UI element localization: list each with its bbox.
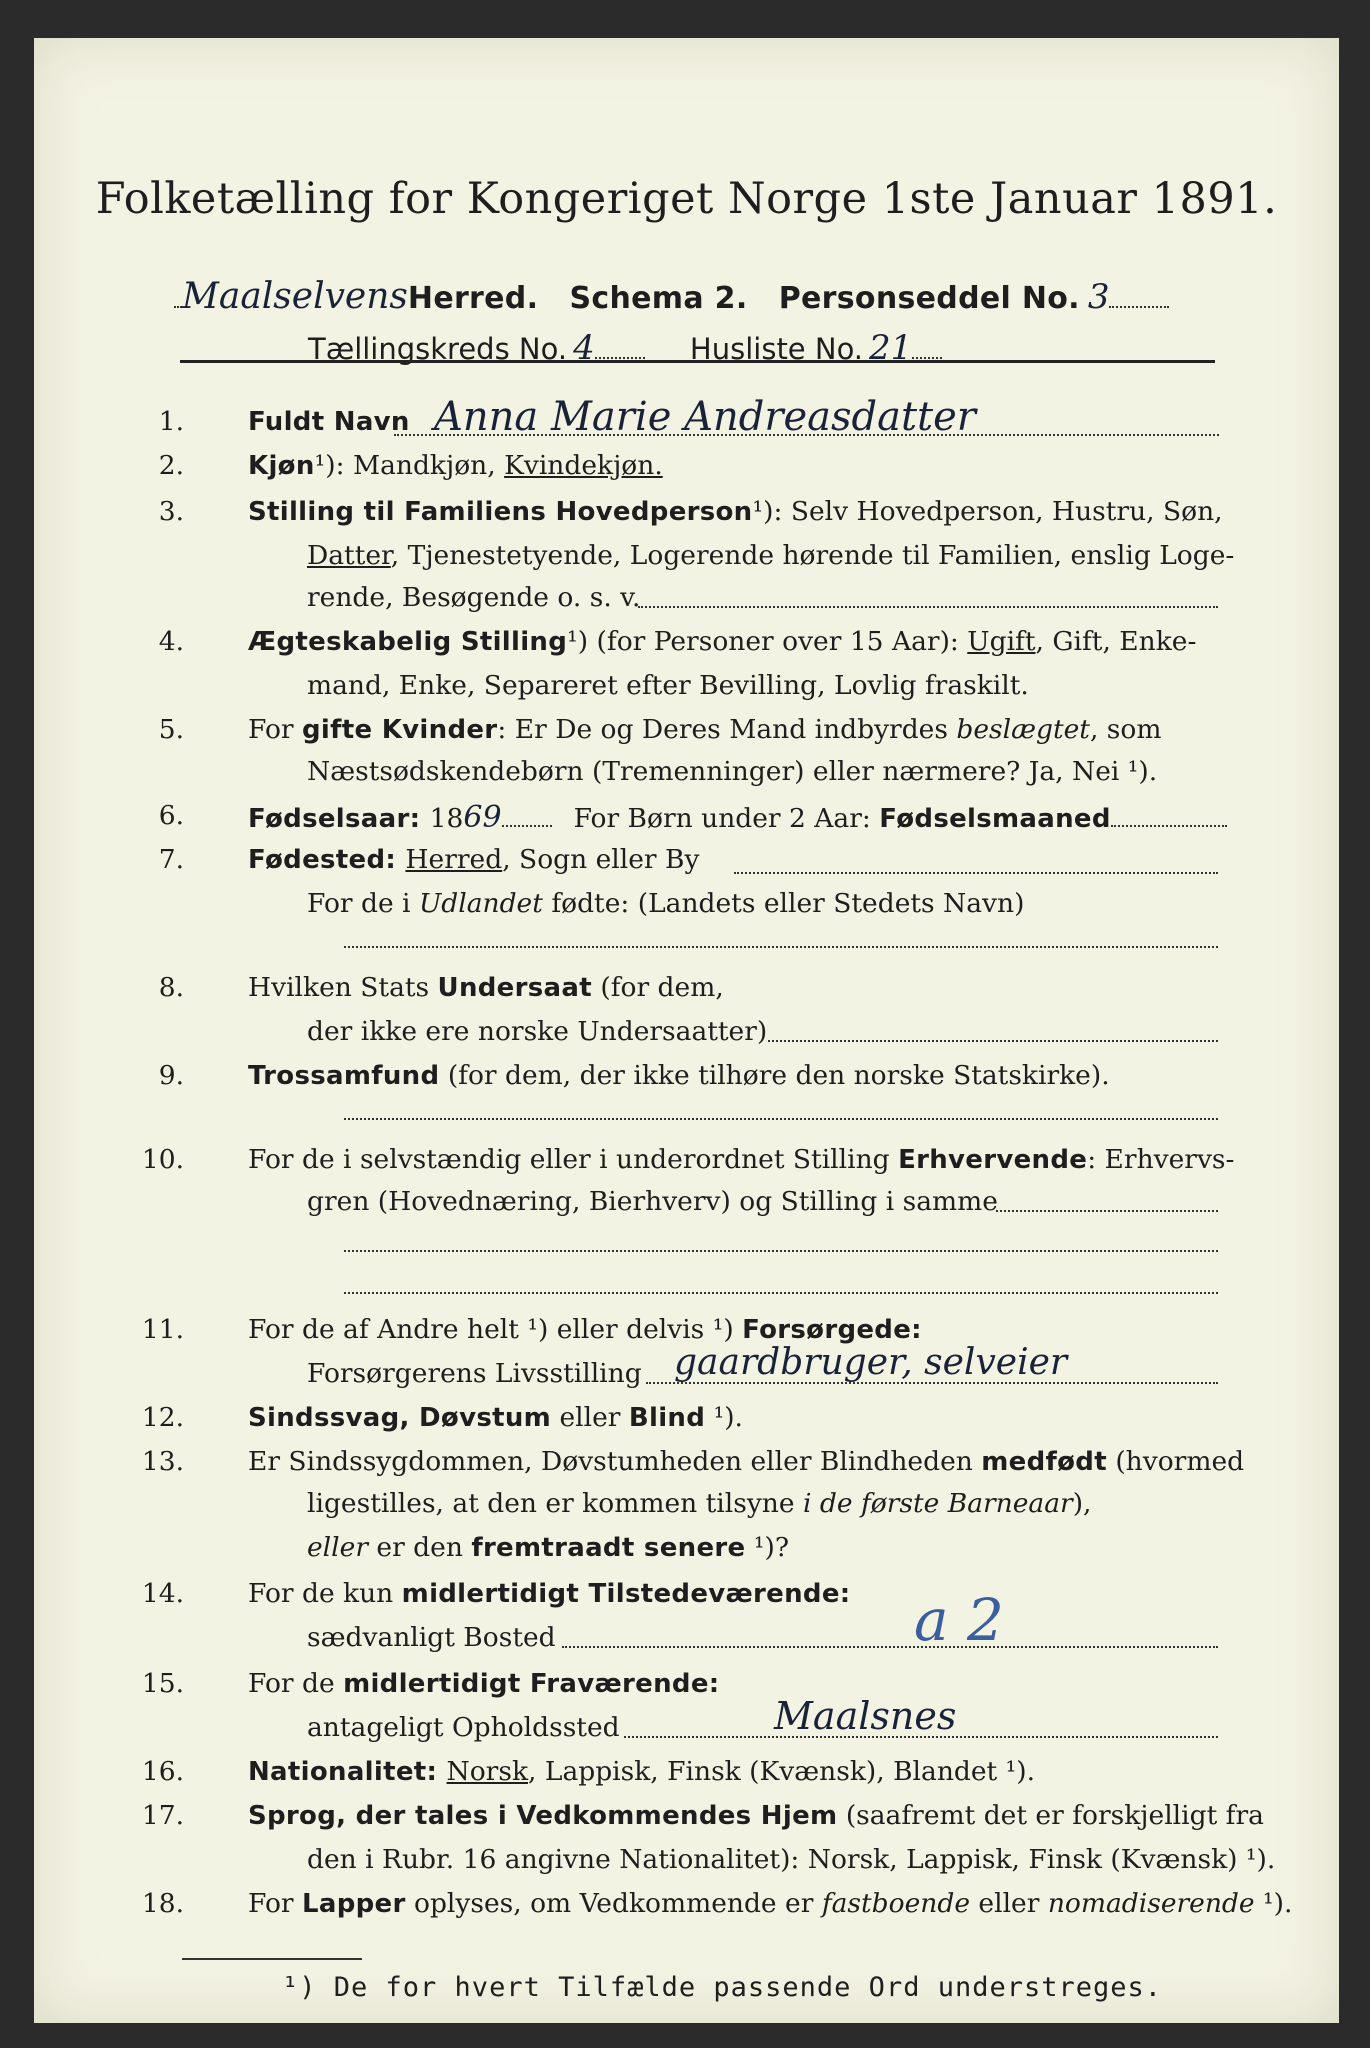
item-text: Næstsødskendebørn (Tremenninger) eller nærmere? Ja, Nei ¹).: [307, 756, 1158, 787]
kreds-value: 4: [573, 328, 595, 368]
item-text: eller: [970, 1888, 1048, 1919]
dotted-fill: [344, 1118, 1218, 1120]
item-label: midlertidigt Tilstedeværende:: [401, 1579, 851, 1609]
item-text: For de: [248, 1668, 344, 1699]
item-label: Fødested:: [248, 845, 406, 875]
residence-handwriting: Maalsnes: [774, 1694, 957, 1738]
item-label: Sprog, der tales i Vedkommendes Hjem: [248, 1801, 838, 1831]
item-number: 6.: [158, 800, 184, 831]
item-italic: i de første Barneaar: [802, 1488, 1073, 1519]
item-label: Sindssvag, Døvstum: [248, 1403, 552, 1433]
header-divider: [180, 360, 1215, 363]
item-label: Fødselsaar:: [248, 804, 430, 834]
herred-value: Maalselvens: [182, 276, 408, 317]
dotted-fill: [562, 1646, 1218, 1648]
item-text: For Børn under 2 Aar:: [573, 803, 880, 834]
footnote-divider: [182, 1958, 362, 1960]
underlined-choice: Herred: [405, 844, 503, 875]
footnote: ¹) De for hvert Tilfælde passende Ord understreges.: [282, 1972, 1163, 2003]
item-14: [248, 1578, 850, 1609]
item-5-line2: [307, 756, 1157, 787]
item-7: [248, 844, 699, 875]
item-4-line2: [307, 670, 1029, 701]
item-number: 11.: [141, 1314, 184, 1345]
item-text: mand, Enke, Separeret efter Bevilling, Lovlig fraskilt.: [307, 670, 1029, 701]
item-label: Nationalitet:: [248, 1757, 447, 1787]
herred-line: [174, 276, 1169, 317]
item-label: Forsørgede:: [742, 1315, 922, 1345]
item-8-line2: [307, 1016, 767, 1047]
item-text: For: [248, 714, 302, 745]
item-italic: fastboende: [821, 1888, 970, 1919]
item-12: [248, 1402, 743, 1433]
item-13: [248, 1446, 1244, 1477]
item-number: 8.: [158, 972, 184, 1003]
item-text: ligestilles, at den er kommen tilsyne: [307, 1488, 803, 1519]
item-text: Er Sindssygdommen, Døvstumheden eller Blindheden: [248, 1446, 982, 1477]
item-text: gren (Hovednæring, Bierhverv) og Stilling i samme: [307, 1186, 998, 1217]
item-text: der ikke ere norske Undersaatter): [307, 1016, 768, 1047]
item-text: rende, Besøgende o. s. v.: [307, 582, 641, 613]
item-text: For: [248, 1888, 302, 1919]
item-label: Undersaat: [437, 973, 592, 1003]
item-number: 15.: [141, 1668, 184, 1699]
dotted-fill: [996, 1210, 1218, 1212]
item-number: 18.: [141, 1888, 184, 1919]
item-text: (for dem,: [591, 972, 724, 1003]
census-form-sheet: [34, 38, 1339, 2023]
item-17: [248, 1800, 1264, 1831]
item-text: 18: [429, 803, 464, 834]
dotted-fill: [344, 1250, 1218, 1252]
item-text: (for dem, der ikke tilhøre den norske Statskirke).: [439, 1060, 1110, 1091]
item-text: oplyses, om Vedkommende er: [405, 1888, 822, 1919]
item-number: 17.: [141, 1800, 184, 1831]
item-text: sædvanligt Bosted: [307, 1622, 556, 1653]
item-number: 10.: [141, 1144, 184, 1175]
item-text: ),: [1072, 1488, 1092, 1519]
item-label: Erhvervende: [898, 1145, 1088, 1175]
item-13-line3: [307, 1532, 789, 1563]
herred-label: Herred.: [407, 281, 539, 316]
item-label: Trossamfund: [248, 1061, 440, 1091]
item-13-line2: [307, 1488, 1091, 1519]
item-text: ¹).: [1254, 1888, 1293, 1919]
item-10: [248, 1144, 1234, 1175]
item-number: 5.: [158, 714, 184, 745]
item-text: For de i selvstændig eller i underordnet Stilling: [248, 1144, 899, 1175]
underlined-choice: Ugift: [967, 626, 1036, 657]
form-title: Folketælling for Kongeriget Norge 1ste Januar 1891.: [95, 174, 1278, 224]
item-italic: beslægtet: [956, 714, 1090, 745]
birthyear-handwriting: 69: [463, 800, 502, 835]
item-16: [248, 1756, 1035, 1787]
item-text: For de kun: [248, 1578, 402, 1609]
item-text: : Erhvervs-: [1087, 1144, 1235, 1175]
personseddel-label: Personseddel No.: [778, 281, 1080, 316]
underlined-choice: Datter: [307, 540, 391, 571]
item-text: antageligt Opholdssted: [307, 1712, 620, 1743]
item-text: , Sogn eller By: [502, 844, 700, 875]
item-label: Kjøn: [248, 451, 315, 481]
dotted-fill: [344, 946, 1218, 948]
item-text: er den: [367, 1532, 472, 1563]
item-text: : Er De og Deres Mand indbyrdes: [497, 714, 957, 745]
item-number: 14.: [141, 1578, 184, 1609]
item-11-line2: [307, 1358, 642, 1389]
item-number: 16.: [141, 1756, 184, 1787]
item-number: 7.: [158, 844, 184, 875]
item-text: Forsørgerens Livsstilling: [307, 1358, 642, 1389]
item-8: [248, 972, 724, 1003]
item-label: Ægteskabelig Stilling: [248, 627, 568, 657]
item-number: 2.: [158, 450, 184, 481]
item-3-line2: [307, 540, 1234, 571]
item-text: For de af Andre helt ¹) eller delvis ¹): [248, 1314, 743, 1345]
item-number: 12.: [141, 1402, 184, 1433]
item-label: Fødselsmaaned: [879, 804, 1111, 834]
item-text: , Lappisk, Finsk (Kvænsk), Blandet ¹).: [528, 1756, 1036, 1787]
item-text: Hvilken Stats: [248, 972, 438, 1003]
item-2: [248, 450, 663, 481]
item-15: [248, 1668, 719, 1699]
item-text: ¹): Mandkjøn,: [314, 450, 505, 481]
underlined-choice: Kvindekjøn.: [504, 450, 663, 481]
item-4: [248, 626, 1196, 657]
item-14-line2: [307, 1622, 556, 1653]
item-11: [248, 1314, 922, 1345]
item-italic: Udlandet: [418, 888, 543, 919]
item-label: Stilling til Familiens Hovedperson: [248, 497, 753, 527]
item-label: Fuldt Navn: [248, 407, 410, 437]
item-label: midlertidigt Fraværende:: [343, 1669, 720, 1699]
item-text: ¹) (for Personer over 15 Aar):: [567, 626, 968, 657]
name-handwriting: Anna Marie Andreasdatter: [434, 394, 976, 440]
item-number: 3.: [158, 496, 184, 527]
item-label: Blind: [628, 1403, 706, 1433]
item-text: ¹).: [705, 1402, 743, 1433]
item-text: , som: [1089, 714, 1162, 745]
item-label: Lapper: [301, 1889, 406, 1919]
dotted-fill: [638, 606, 1218, 608]
item-number: 13.: [141, 1446, 184, 1477]
item-label: gifte Kvinder: [301, 715, 498, 745]
underlined-choice: Norsk: [446, 1756, 528, 1787]
item-text: (hvormed: [1106, 1446, 1245, 1477]
item-18: [248, 1888, 1292, 1919]
item-3-line3: [307, 582, 640, 613]
item-6: [248, 800, 1227, 835]
item-9: [248, 1060, 1110, 1091]
provider-occupation-handwriting: gaardbruger, selveier: [674, 1342, 1068, 1383]
item-label: medfødt: [981, 1447, 1107, 1477]
item-text: ¹)?: [745, 1532, 790, 1563]
item-text: den i Rubr. 16 angivne Nationalitet): Norsk, Lappisk, Finsk (Kvænsk) ¹).: [307, 1844, 1276, 1875]
item-text: , Tjenestetyende, Logerende hørende til Familien, enslig Loge-: [390, 540, 1235, 571]
item-number: 9.: [158, 1060, 184, 1091]
husliste-value: 21: [869, 328, 913, 368]
item-17-line2: [307, 1844, 1275, 1875]
item-italic: eller: [307, 1532, 368, 1563]
item-text: eller: [551, 1402, 629, 1433]
item-10-line2: [307, 1186, 998, 1217]
item-number: 1.: [158, 406, 184, 437]
husliste-label: Husliste No.: [689, 332, 864, 366]
personseddel-value: 3: [1087, 277, 1110, 317]
item-text: fødte: (Landets eller Stedets Navn): [542, 888, 1025, 919]
item-5: [248, 714, 1161, 745]
item-3: [248, 496, 1223, 527]
item-7-line2: [307, 888, 1024, 919]
dotted-fill: [344, 1292, 1218, 1294]
dotted-fill: [768, 1040, 1218, 1042]
item-number: 4.: [158, 626, 184, 657]
item-text: , Gift, Enke-: [1035, 626, 1197, 657]
kreds-label: Tællingskreds No.: [308, 332, 568, 366]
item-text: For de i: [307, 888, 419, 919]
item-text: (saafremt det er forskjelligt fra: [837, 1800, 1264, 1831]
item-label: fremtraadt senere: [471, 1533, 746, 1563]
item-text: ¹): Selv Hovedperson, Hustru, Søn,: [752, 496, 1223, 527]
item-1: [248, 406, 410, 437]
schema-label: Schema 2.: [569, 281, 748, 316]
item-italic: nomadiserende: [1047, 1888, 1255, 1919]
dotted-fill: [734, 872, 1218, 874]
blue-pencil-note: a 2: [914, 1586, 1004, 1654]
item-15-line2: [307, 1712, 620, 1743]
